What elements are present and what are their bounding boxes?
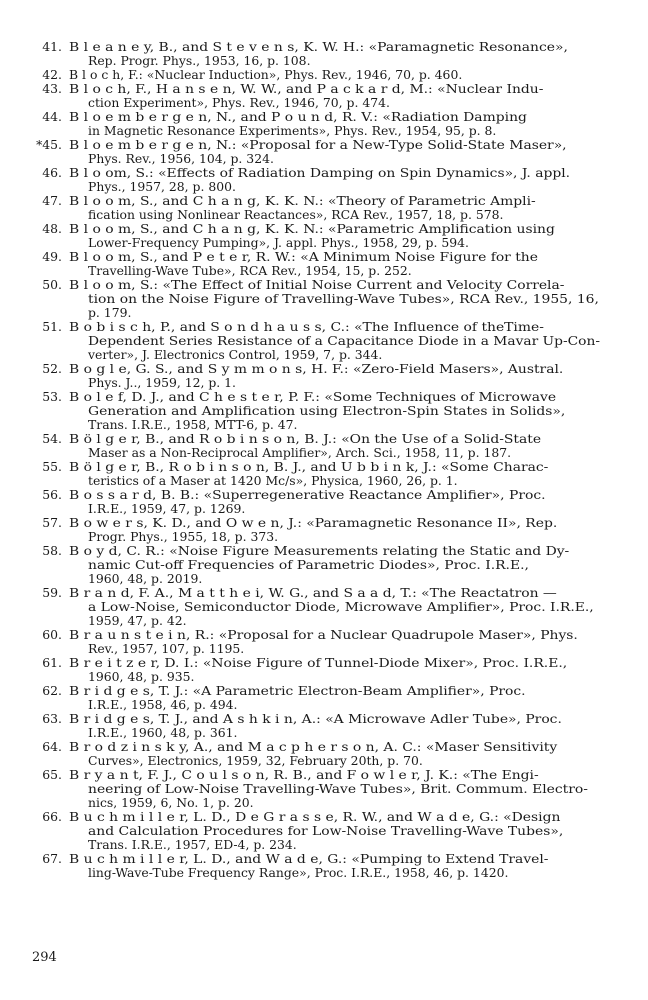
reference-text-line: Travelling-Wave Tube», RCA Rev., 1954, 15, p. 252. [88, 264, 412, 278]
reference-text-line: I.R.E., 1960, 48, p. 361. [88, 726, 238, 740]
reference-text-line: p. 179. [88, 306, 132, 320]
reference-number: 56. [42, 488, 62, 502]
reference-text-line: B u c h m i l l e r, L. D., D e G r a s s e, R. W., and W a d e, G.: «Design [69, 810, 561, 824]
reference-list [0, 40, 648, 880]
reference-number: 66. [42, 810, 62, 824]
reference-text-line: I.R.E., 1959, 47, p. 1269. [88, 502, 246, 516]
reference-text-line: B r y a n t, F. J., C o u l s o n, R. B., and F o w l e r, J. K.: «The Engi- [69, 768, 539, 782]
reference-text-line: B l o o m, S.: «The Effect of Initial Noise Current and Velocity Correla- [69, 278, 565, 292]
reference-text-line: Trans. I.R.E., 1958, MTT-6, p. 47. [88, 418, 298, 432]
page-number: 294 [32, 950, 57, 965]
reference-text-line: namic Cut-off Frequencies of Parametric Diodes», Proc. I.R.E., [88, 558, 529, 572]
reference-text-line: Phys., 1957, 28, p. 800. [88, 180, 236, 194]
reference-text-line: B l o o m, S., and P e t e r, R. W.: «A Minimum Noise Figure for the [69, 250, 538, 264]
reference-number: 48. [42, 222, 62, 236]
reference-text-line: B l o c h, F.: «Nuclear Induction», Phys. Rev., 1946, 70, p. 460. [69, 68, 463, 82]
reference-text-line: B l e a n e y, B., and S t e v e n s, K. W. H.: «Paramagnetic Resonance», [69, 40, 568, 54]
reference-text-line: Lower-Frequency Pumping», J. appl. Phys., 1958, 29, p. 594. [88, 236, 469, 250]
reference-text-line: Trans. I.R.E., 1957, ED-4, p. 234. [88, 838, 297, 852]
reference-number: 49. [42, 250, 62, 264]
reference-text-line: B l o om, S.: «Effects of Radiation Damping on Spin Dynamics», J. appl. [69, 166, 571, 180]
reference-text-line: verter», J. Electronics Control, 1959, 7, p. 344. [88, 348, 383, 362]
reference-text-line: Rev., 1957, 107, p. 1195. [88, 642, 245, 656]
reference-text-line: B l o o m, S., and C h a n g, K. K. N.: «Parametric Amplification using [69, 222, 555, 236]
reference-number: 44. [42, 110, 62, 124]
reference-text-line: B o y d, C. R.: «Noise Figure Measurements relating the Static and Dy- [69, 544, 570, 558]
reference-number: 43. [42, 82, 62, 96]
reference-number: 51. [42, 320, 62, 334]
reference-number: 50. [42, 278, 62, 292]
reference-number: 58. [42, 544, 62, 558]
reference-text-line: ling-Wave-Tube Frequency Range», Proc. I.R.E., 1958, 46, p. 1420. [88, 866, 509, 880]
reference-text-line: 1960, 48, p. 935. [88, 670, 195, 684]
reference-text-line: and Calculation Procedures for Low-Noise Travelling-Wave Tubes», [88, 824, 564, 838]
reference-number: 67. [42, 852, 62, 866]
reference-number: 55. [42, 460, 62, 474]
reference-number: 62. [42, 684, 62, 698]
reference-number: 52. [42, 362, 62, 376]
reference-text-line: nics, 1959, 6, No. 1, p. 20. [88, 796, 254, 810]
reference-text-line: ction Experiment», Phys. Rev., 1946, 70, p. 474. [88, 96, 390, 110]
reference-text-line: B o b i s c h, P., and S o n d h a u s s, C.: «The Influence of theTime- [69, 320, 544, 334]
reference-text-line: tion on the Noise Figure of Travelling-Wave Tubes», RCA Rev., 1955, 16, [88, 292, 599, 306]
reference-text-line: B l o c h, F., H a n s e n, W. W., and P a c k a r d, M.: «Nuclear Indu- [69, 82, 544, 96]
reference-number: 64. [42, 740, 62, 754]
reference-text-line: fication using Nonlinear Reactances», RCA Rev., 1957, 18, p. 578. [88, 208, 504, 222]
reference-number: 53. [42, 390, 62, 404]
reference-text-line: I.R.E., 1958, 46, p. 494. [88, 698, 238, 712]
reference-text-line: B r a u n s t e i n, R.: «Proposal for a Nuclear Quadrupole Maser», Phys. [69, 628, 578, 642]
reference-text-line: B o w e r s, K. D., and O w e n, J.: «Paramagnetic Resonance II», Rep. [69, 516, 558, 530]
reference-text-line: B l o e m b e r g e n, N., and P o u n d, R. V.: «Radiation Damping [69, 110, 527, 124]
reference-text-line: B l o o m, S., and C h a n g, K. K. N.: «Theory of Parametric Ampli- [69, 194, 536, 208]
reference-text-line: B r e i t z e r, D. I.: «Noise Figure of Tunnel-Diode Mixer», Proc. I.R.E., [69, 656, 568, 670]
reference-text-line: B r i d g e s, T. J., and A s h k i n, A.: «A Microwave Adler Tube», Proc. [69, 712, 562, 726]
reference-number: 41. [42, 40, 62, 54]
reference-text-line: Dependent Series Resistance of a Capacitance Diode in a Mavar Up-Con- [88, 334, 601, 348]
reference-text-line: B r o d z i n s k y, A., and M a c p h e r s o n, A. C.: «Maser Sensitivity [69, 740, 558, 754]
reference-text-line: B r a n d, F. A., M a t t h e i, W. G., and S a a d, T.: «The Reactatron — [69, 586, 557, 600]
reference-number: 57. [42, 516, 62, 530]
reference-text-line: B l o e m b e r g e n, N.: «Proposal for a New-Type Solid-State Maser», [69, 138, 567, 152]
reference-text-line: a Low-Noise, Semiconductor Diode, Microwave Amplifier», Proc. I.R.E., [88, 600, 594, 614]
reference-text-line: B o s s a r d, B. B.: «Superregenerative Reactance Amplifier», Proc. [69, 488, 546, 502]
reference-text-line: Maser as a Non-Reciprocal Amplifier», Arch. Sci., 1958, 11, p. 187. [88, 446, 512, 460]
reference-text-line: Generation and Amplification using Electron-Spin States in Solids», [88, 404, 566, 418]
reference-number: 60. [42, 628, 62, 642]
reference-text-line: B u c h m i l l e r, L. D., and W a d e, G.: «Pumping to Extend Travel- [69, 852, 549, 866]
reference-number: 61. [42, 656, 62, 670]
reference-number: 63. [42, 712, 62, 726]
reference-text-line: 1959, 47, p. 42. [88, 614, 187, 628]
reference-text-line: B o g l e, G. S., and S y m m o n s, H. F.: «Zero-Field Masers», Austral. [69, 362, 564, 376]
reference-text-line: B o l e f, D. J., and C h e s t e r, P. F.: «Some Techniques of Microwave [69, 390, 557, 404]
reference-number: 59. [42, 586, 62, 600]
reference-text-line: B ö l g e r, B., and R o b i n s o n, B. J.: «On the Use of a Solid-State [69, 432, 542, 446]
reference-text-line: neering of Low-Noise Travelling-Wave Tubes», Brit. Commum. Electro- [88, 782, 588, 796]
reference-text-line: in Magnetic Resonance Experiments», Phys. Rev., 1954, 95, p. 8. [88, 124, 497, 138]
reference-text-line: teristics of a Maser at 1420 Mc/s», Physica, 1960, 26, p. 1. [88, 474, 458, 488]
reference-number: 47. [42, 194, 62, 208]
reference-text-line: B r i d g e s, T. J.: «A Parametric Electron-Beam Amplifier», Proc. [69, 684, 526, 698]
reference-number: *45. [36, 138, 62, 152]
reference-number: 65. [42, 768, 62, 782]
reference-text-line: Progr. Phys., 1955, 18, p. 373. [88, 530, 279, 544]
reference-text-line: Curves», Electronics, 1959, 32, February 20th, p. 70. [88, 754, 423, 768]
reference-text-line: Rep. Progr. Phys., 1953, 16, p. 108. [88, 54, 311, 68]
reference-text-line: B ö l g e r, B., R o b i n s o n, B. J., and U b b i n k, J.: «Some Charac- [69, 460, 549, 474]
reference-text-line: 1960, 48, p. 2019. [88, 572, 203, 586]
reference-number: 54. [42, 432, 62, 446]
reference-text-line: Phys. J.., 1959, 12, p. 1. [88, 376, 236, 390]
reference-text-line: Phys. Rev., 1956, 104, p. 324. [88, 152, 274, 166]
reference-number: 46. [42, 166, 62, 180]
reference-number: 42. [42, 68, 62, 82]
